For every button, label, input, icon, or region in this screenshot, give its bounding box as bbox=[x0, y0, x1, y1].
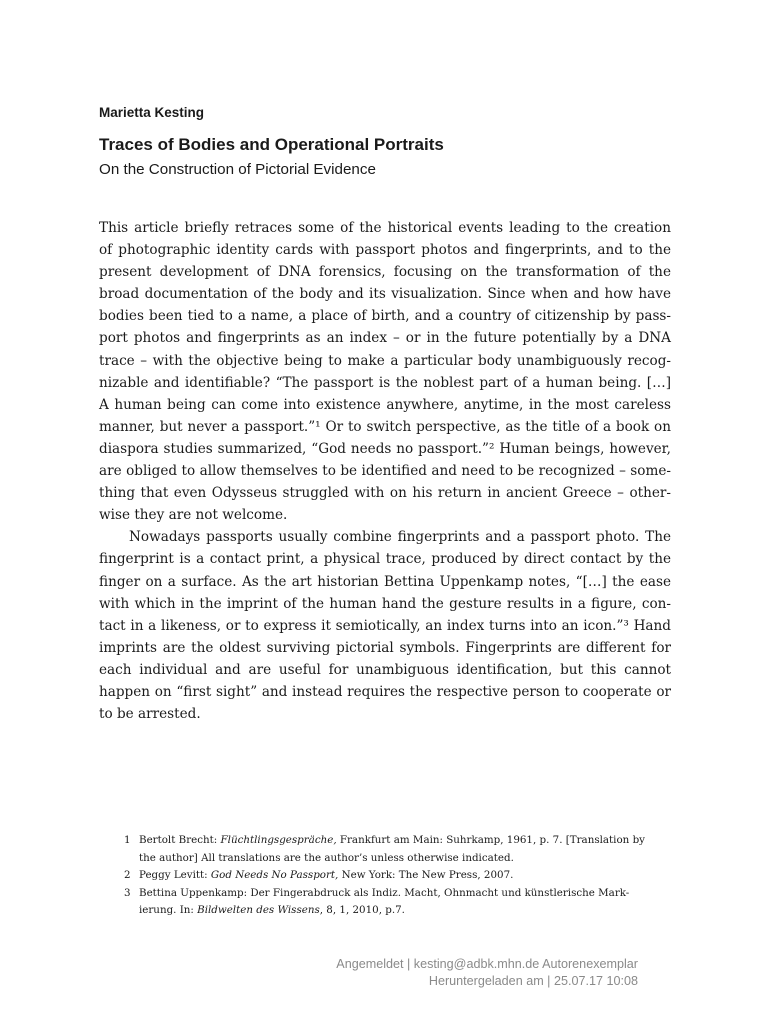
text-line: finger on a surface. As the art historian Bettina Uppenkamp notes, “[…] the ease bbox=[99, 573, 671, 590]
text-line: port photos and fingerprints as an index – or in the future potentially by a DNA bbox=[99, 330, 671, 347]
article-body bbox=[99, 217, 671, 725]
text-line: present development of DNA forensics, focusing on the transformation of the bbox=[99, 264, 671, 281]
text-line: nizable and identifiable? “The passport is the noblest part of a human being. […] bbox=[99, 374, 671, 391]
text-line: imprints are the oldest surviving pictorial symbols. Fingerprints are different for bbox=[99, 639, 671, 656]
footnote-3 bbox=[99, 885, 671, 920]
text-line: tact in a likeness, or to express it semiotically, an index turns into an icon.”³ Hand bbox=[99, 617, 671, 634]
paragraph-1 bbox=[99, 217, 671, 526]
footnote-text: ierung. In: bbox=[139, 904, 198, 916]
text-line: A human being can come into existence anywhere, anytime, in the most careless bbox=[99, 396, 671, 413]
text-line: are obliged to allow themselves to be identified and need to be recognized – some- bbox=[99, 463, 671, 480]
text-line: to be arrested. bbox=[99, 706, 201, 723]
text-line: This article briefly retraces some of the historical events leading to the creation bbox=[99, 220, 671, 236]
watermark-line-1: Angemeldet | kesting@adbk.mhn.de Autorenexemplar bbox=[336, 957, 638, 971]
download-watermark bbox=[336, 956, 638, 989]
text-line: thing that even Odysseus struggled with on his return in ancient Greece – other- bbox=[99, 485, 671, 502]
text-line: broad documentation of the body and its visualization. Since when and how have bbox=[99, 286, 671, 303]
text-line: bodies been tied to a name, a place of birth, and a country of citizenship by pass- bbox=[99, 308, 671, 325]
footnote-text: Frankfurt am Main: Suhrkamp, 1961, p. 7. [Translation by bbox=[336, 834, 645, 846]
watermark-line-2: Heruntergeladen am | 25.07.17 10:08 bbox=[428, 973, 638, 988]
footnote-number: 2 bbox=[124, 869, 131, 881]
text-line: of photographic identity cards with passport photos and fingerprints, and to the bbox=[99, 242, 671, 259]
paragraph-2 bbox=[99, 526, 671, 725]
footnote-2 bbox=[99, 867, 671, 885]
text-line: Nowadays passports usually combine fingerprints and a passport photo. The bbox=[129, 529, 671, 546]
article-subtitle: On the Construction of Pictorial Evidence bbox=[99, 161, 376, 178]
footnote-book-title: God Needs No Passport, bbox=[210, 869, 339, 881]
footnote-line: Bettina Uppenkamp: Der Fingerabdruck als Indiz. Macht, Ohnmacht und künstlerische Mark- bbox=[139, 886, 630, 899]
text-line: happen on “first sight” and instead requires the respective person to cooperate or bbox=[99, 683, 671, 700]
footnote-line bbox=[139, 867, 671, 885]
footnote-book-title: Flüchtlingsgespräche, bbox=[220, 834, 337, 846]
footnotes bbox=[99, 832, 671, 920]
footnote-text: New York: The New Press, 2007. bbox=[338, 869, 514, 881]
footnote-1 bbox=[99, 832, 671, 867]
footnote-number: 3 bbox=[124, 886, 131, 899]
author-name: Marietta Kesting bbox=[99, 105, 205, 120]
text-line: fingerprint is a contact print, a physical trace, produced by direct contact by the bbox=[99, 551, 671, 568]
footnote-number: 1 bbox=[124, 834, 131, 846]
text-line: manner, but never a passport.”¹ Or to switch perspective, as the title of a book on bbox=[99, 418, 671, 435]
article-title: Traces of Bodies and Operational Portraits bbox=[99, 135, 444, 154]
footnote-line: the author] All translations are the author’s unless otherwise indicated. bbox=[139, 851, 514, 864]
footnote-text: Peggy Levitt: bbox=[139, 869, 211, 881]
footnote-text: , 8, 1, 2010, p.7. bbox=[319, 904, 405, 916]
footnote-journal-title: Bildwelten des Wissens bbox=[197, 904, 320, 916]
text-line: diaspora studies summarized, “God needs no passport.”² Human beings, however, bbox=[99, 440, 671, 457]
footnote-text: Bertolt Brecht: bbox=[139, 834, 221, 846]
footnote-line bbox=[139, 832, 671, 850]
text-line: trace – with the objective being to make a particular body unambiguously recog- bbox=[99, 352, 671, 369]
text-line: wise they are not welcome. bbox=[99, 507, 288, 524]
footnote-line bbox=[139, 902, 671, 920]
text-line: each individual and are useful for unambiguous identification, but this cannot bbox=[99, 661, 671, 678]
text-line: with which in the imprint of the human hand the gesture results in a figure, con- bbox=[99, 595, 671, 612]
